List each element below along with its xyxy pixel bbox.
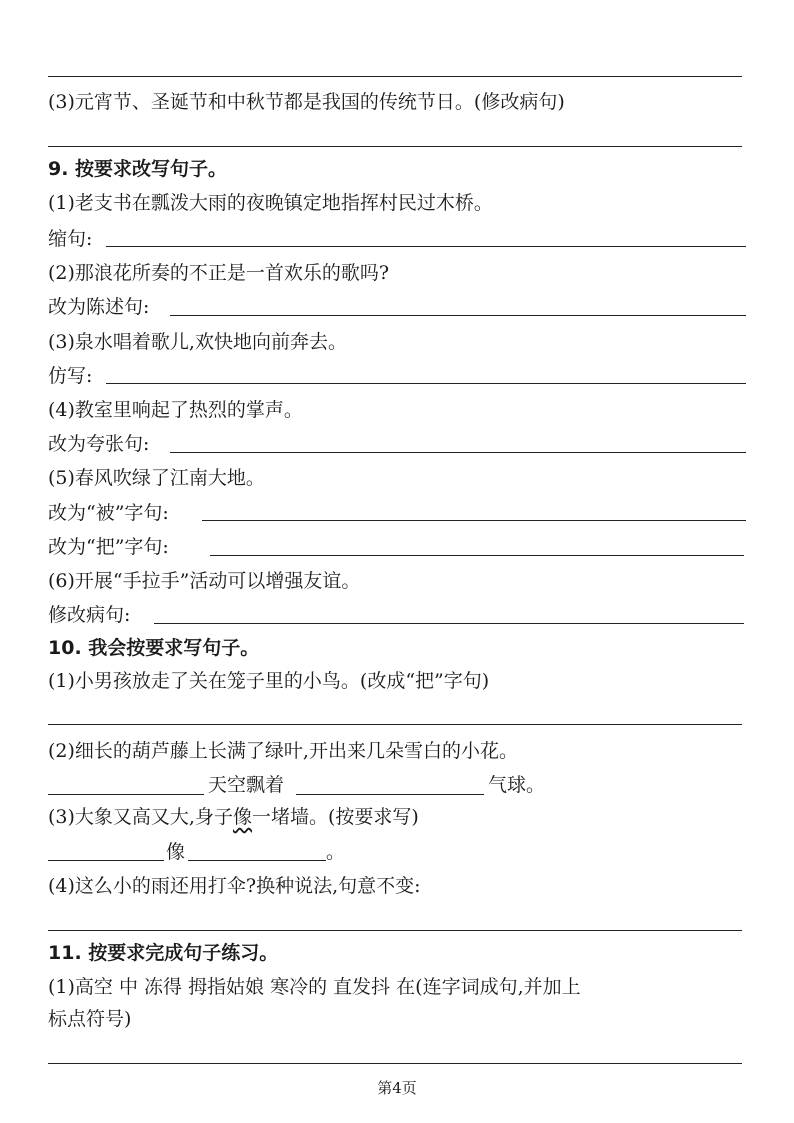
q11-item1-line1: (1)高空 中 冻得 拇指姑娘 寒冷的 直发抖 在(连字词成句,并加上 [48, 976, 581, 998]
q10-item3-word: 像 [166, 841, 186, 863]
answer-line[interactable] [48, 76, 742, 77]
answer-line[interactable] [210, 555, 744, 556]
q9-item2-label: 改为陈述句: [48, 296, 150, 318]
q10-item3-part-b: 一堵墙。(按要求写) [251, 806, 419, 828]
q9-item6: (6)开展“手拉手”活动可以增强友谊。 [48, 570, 361, 592]
q9-item5: (5)春风吹绿了江南大地。 [48, 467, 265, 489]
q10-item3-end: 。 [326, 841, 346, 863]
q9-item3-label: 仿写: [48, 365, 93, 387]
answer-blank[interactable] [296, 794, 484, 795]
q9-heading: 9. 按要求改写句子。 [48, 158, 228, 180]
q8-item3: (3)元宵节、圣诞节和中秋节都是我国的传统节日。(修改病句) [48, 91, 565, 113]
q10-item3 [48, 805, 419, 829]
answer-line[interactable] [48, 146, 742, 147]
q9-item4-label: 改为夸张句: [48, 433, 150, 455]
answer-line[interactable] [48, 724, 742, 725]
q9-item5-label-ba: 改为“把”字句: [48, 536, 169, 558]
q10-item2-word-a: 天空飘着 [208, 774, 285, 796]
q10-heading: 10. 我会按要求写句子。 [48, 637, 260, 659]
q9-item5-label-bei: 改为“被”字句: [48, 502, 169, 524]
q10-item3-part-a: (3)大象又高又大,身子 [48, 806, 233, 828]
page-number: 第4页 [377, 1079, 417, 1097]
q9-item1: (1)老支书在瓢泼大雨的夜晚镇定地指挥村民过木桥。 [48, 192, 493, 214]
answer-line[interactable] [170, 452, 746, 453]
q10-item2: (2)细长的葫芦藤上长满了绿叶,开出来几朵雪白的小花。 [48, 740, 518, 762]
q9-item1-label: 缩句: [48, 228, 93, 250]
q9-item3: (3)泉水唱着歌儿,欢快地向前奔去。 [48, 331, 347, 353]
answer-blank[interactable] [48, 794, 204, 795]
answer-blank[interactable] [188, 860, 326, 861]
answer-blank[interactable] [48, 860, 164, 861]
q9-item6-label: 修改病句: [48, 604, 131, 626]
q10-item4: (4)这么小的雨还用打伞?换种说法,句意不变: [48, 875, 421, 897]
answer-line[interactable] [48, 930, 742, 931]
answer-line[interactable] [106, 246, 746, 247]
answer-line[interactable] [48, 1063, 742, 1064]
q10-item2-word-b: 气球。 [488, 774, 546, 796]
q10-item3-emphasis: 像 [232, 806, 252, 828]
q11-item1-line2: 标点符号) [48, 1008, 132, 1030]
answer-line[interactable] [170, 315, 746, 316]
answer-line[interactable] [202, 520, 746, 521]
answer-line[interactable] [154, 623, 744, 624]
q10-item1: (1)小男孩放走了关在笼子里的小鸟。(改成“把”字句) [48, 670, 490, 692]
q11-heading: 11. 按要求完成句子练习。 [48, 942, 279, 964]
answer-line[interactable] [106, 383, 746, 384]
q9-item2: (2)那浪花所奏的不正是一首欢乐的歌吗? [48, 262, 390, 284]
q9-item4: (4)教室里响起了热烈的掌声。 [48, 399, 303, 421]
